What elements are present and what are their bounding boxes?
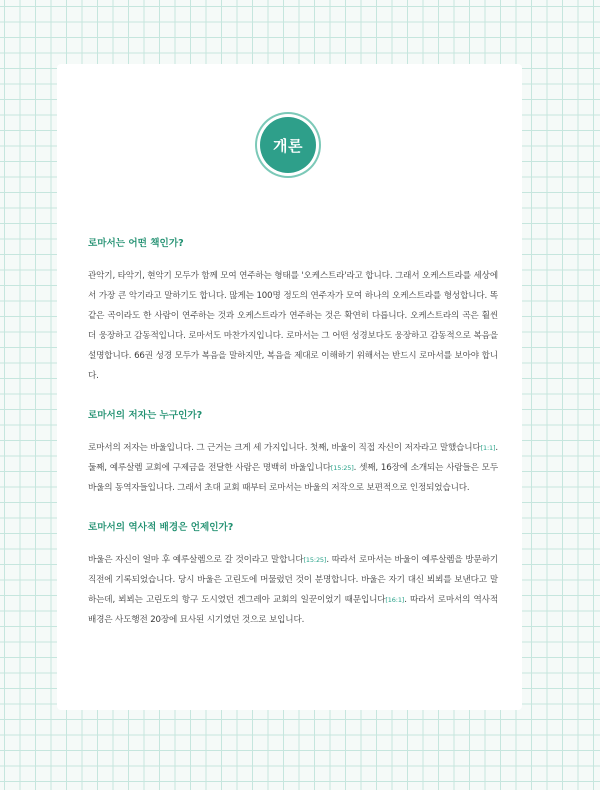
section-paragraph bbox=[88, 266, 498, 386]
title-badge bbox=[260, 117, 316, 173]
section-paragraph bbox=[88, 438, 498, 498]
scripture-reference: [16:1] bbox=[385, 596, 405, 604]
section-heading: 로마서는 어떤 책인가? bbox=[88, 238, 184, 249]
paragraph-text: 관악기, 타악기, 현악기 모두가 함께 모여 연주하는 형태를 '오케스트라'라고 합니다. 그래서 오케스트라를 세상에서 가장 큰 악기라고 말하기도 합니다. 많게는 100명 정도의 연주자가 모여 하나의 오케스트라를 형성합니다. 똑같은 곡이라도 한 사람이 연주하는 것과 오케스트라가 연주하는 것은 확연히 다릅니다. 오케스트라의 곡은 훨씬 더 웅장하고 감동적입니다. 로마서도 마찬가지입니다. 로마서는 그 어떤 성경보다도 웅장하고 감동적으로 복음을 설명합니다. 66권 성경 모두가 복음을 말하지만, 복음을 제대로 이해하기 위해서는 반드시 로마서를 보아야 합니다. bbox=[88, 271, 498, 381]
page-title: 개론 bbox=[273, 136, 303, 155]
scripture-reference: [15:25] bbox=[330, 464, 354, 472]
content-area bbox=[88, 237, 498, 630]
paragraph-text: 로마서의 저자는 바울입니다. 그 근거는 크게 세 가지입니다. 첫째, 바울이 직접 자신이 저자라고 말했습니다 bbox=[88, 443, 481, 453]
scripture-reference: [1:1] bbox=[480, 444, 496, 452]
section-historical-background bbox=[88, 521, 498, 630]
section-heading: 로마서의 역사적 배경은 언제인가? bbox=[88, 522, 234, 533]
section-heading: 로마서의 저자는 누구인가? bbox=[88, 410, 203, 421]
section-book-overview bbox=[88, 237, 498, 386]
paragraph-text: . 셋째, 16장에 소개되는 사람들은 모두 바울의 동역자들입니다. 그래서 초대 교회 때부터 로마서는 바울의 저작으로 보편적으로 인정되었습니다. bbox=[88, 463, 498, 493]
paragraph-text: . 둘째, 예루살렘 교회에 구제금을 전달한 사람은 명백히 바울입니다 bbox=[88, 443, 498, 473]
section-paragraph bbox=[88, 550, 498, 630]
paragraph-text: . 따라서 로마서의 역사적 배경은 사도행전 20장에 묘사된 시기였던 것으로 보입니다. bbox=[88, 595, 498, 625]
paragraph-text: . 따라서 로마서는 바울이 예루살렘을 방문하기 직전에 기록되었습니다. 당시 바울은 고린도에 머물렀던 것이 분명합니다. 바울은 자기 대신 뵈뵈를 보낸다고 말하는데, 뵈뵈는 고린도의 항구 도시였던 겐그레아 교회의 일꾼이었기 때문입니다 bbox=[88, 555, 498, 605]
scripture-reference: [15:25] bbox=[303, 556, 327, 564]
paragraph-text: 바울은 자신이 얼마 후 예루살렘으로 갈 것이라고 말합니다 bbox=[88, 555, 304, 565]
section-author bbox=[88, 409, 498, 498]
